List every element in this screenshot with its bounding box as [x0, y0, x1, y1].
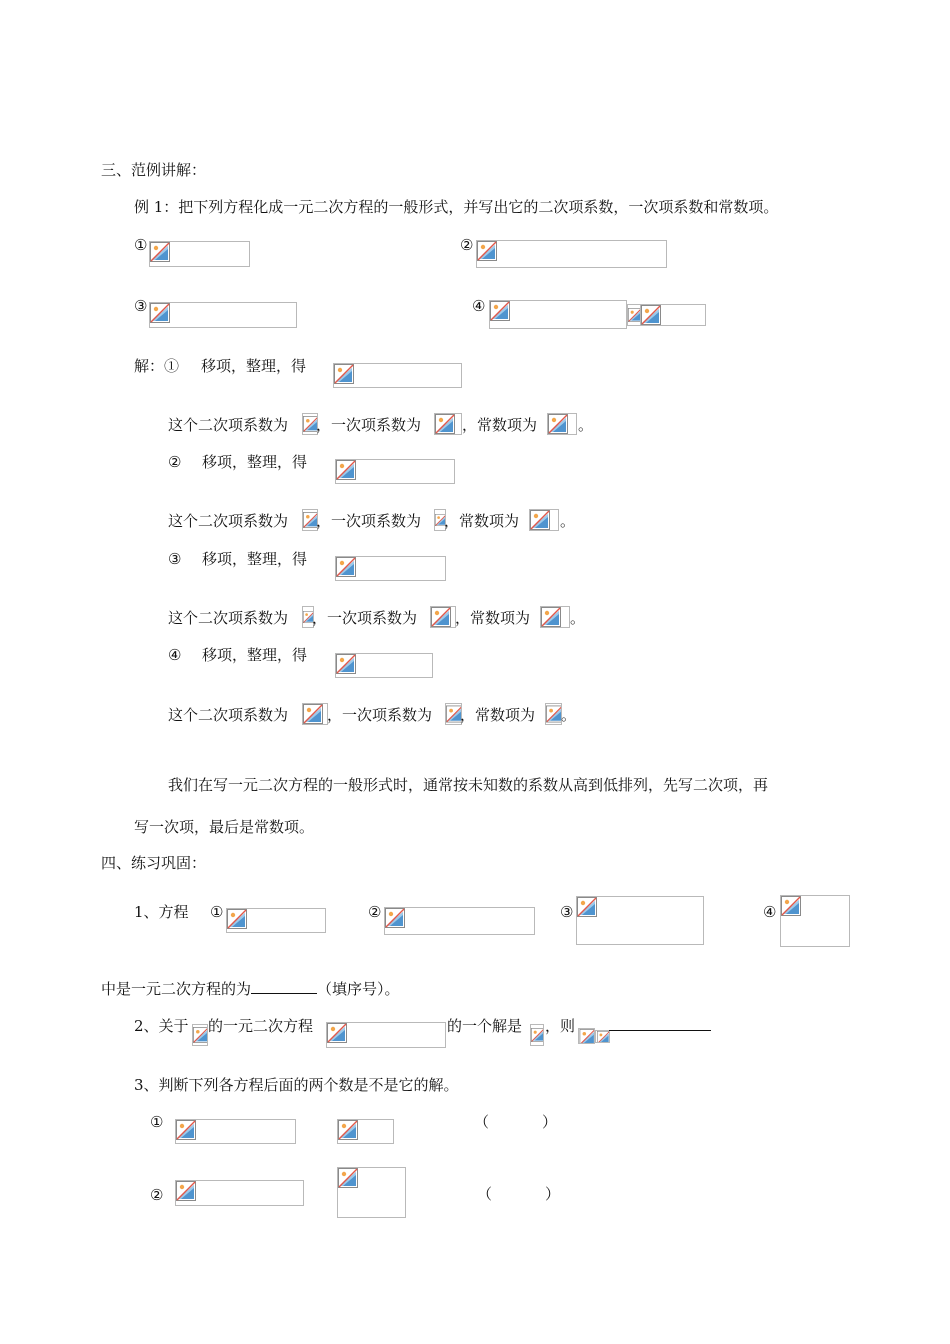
- marker-1: ①: [134, 236, 148, 254]
- equation-4-condition-image: [640, 304, 706, 326]
- broken-image-icon: [477, 241, 497, 261]
- coef-line-4-const: ，常数项为: [460, 706, 536, 724]
- broken-image-icon: [431, 607, 451, 627]
- broken-image-icon: [641, 305, 661, 325]
- broken-image-icon: [227, 909, 247, 929]
- broken-image-icon: [435, 414, 455, 434]
- coef-line-2-const: ，常数项为: [444, 512, 520, 530]
- q1-answer-line: [101, 978, 400, 999]
- broken-image-icon: [336, 654, 356, 674]
- example-1-statement: 例 1：把下列方程化成一元二次方程的一般形式，并写出它的二次项系数，一次项系数和常数项。: [134, 198, 779, 216]
- broken-image-icon: [193, 1025, 208, 1045]
- coef-line-4-period: 。: [561, 706, 577, 724]
- broken-image-icon: [327, 1023, 347, 1043]
- broken-image-icon: [490, 301, 510, 321]
- q3-values-1-image: [337, 1119, 394, 1144]
- q2-part-4: ，则: [545, 1017, 576, 1035]
- q3-marker-2: ②: [150, 1186, 164, 1204]
- q3-equation-1-image: [175, 1119, 296, 1144]
- q1-equation-1-image: [226, 908, 326, 933]
- coef-line-3-const: ，常数项为: [455, 609, 531, 627]
- coef-1-lin-image: [434, 413, 462, 435]
- coef-line-2-lin: ，一次项系数为: [316, 512, 422, 530]
- broken-image-icon: [548, 414, 568, 434]
- broken-image-icon: [577, 897, 597, 917]
- broken-image-icon: [336, 460, 356, 480]
- broken-image-icon: [334, 364, 354, 384]
- equation-1-image: [149, 241, 250, 267]
- broken-image-icon: [596, 1031, 610, 1043]
- coef-line-2-period: 。: [560, 512, 576, 530]
- marker-step-3: ③: [168, 550, 182, 568]
- section-3-heading: 三、范例讲解：: [101, 161, 207, 179]
- note-line-2: 写一次项，最后是常数项。: [134, 818, 315, 836]
- q3-text: 3、判断下列各方程后面的两个数是不是它的解。: [134, 1076, 459, 1094]
- broken-image-icon: [546, 704, 562, 724]
- q2-answer-blank[interactable]: [609, 1030, 711, 1031]
- q1-suffix: 中是一元二次方程的为: [101, 980, 252, 998]
- broken-image-icon: [303, 704, 323, 724]
- equation-4-symbol-image: [627, 304, 641, 326]
- coef-line-1-period: 。: [578, 416, 594, 434]
- marker-step-2: ②: [168, 453, 182, 471]
- broken-image-icon: [541, 607, 561, 627]
- broken-image-icon: [336, 557, 356, 577]
- q3-answer-2-open: （: [477, 1185, 493, 1203]
- coef-line-3-lin: ，一次项系数为: [312, 609, 418, 627]
- broken-image-icon: [530, 510, 550, 530]
- coef-3-lin-image: [430, 606, 456, 628]
- step-4-text: 移项，整理，得: [202, 646, 308, 664]
- q1-equation-3-image: [576, 896, 704, 945]
- equation-2-image: [476, 240, 667, 268]
- broken-image-icon: [385, 908, 405, 928]
- coef-line-4-quad: 这个二次项系数为: [168, 706, 289, 724]
- solution-1-equation-image: [333, 363, 462, 388]
- step-3-text: 移项，整理，得: [202, 550, 308, 568]
- q3-answer-1-slot[interactable]: [494, 1110, 542, 1132]
- q2-part-3: 的一个解是: [447, 1017, 523, 1035]
- step-1-text: 移项，整理，得: [201, 357, 307, 375]
- coef-4-quad-image: [302, 703, 328, 725]
- coef-line-4-lin: ，一次项系数为: [327, 706, 433, 724]
- marker-4: ④: [472, 297, 486, 315]
- coef-line-2-quad: 这个二次项系数为: [168, 512, 289, 530]
- q1-equation-2-image: [384, 907, 535, 935]
- q1-hint: （填序号）。: [317, 980, 400, 998]
- q2-equation-image: [326, 1022, 446, 1048]
- broken-image-icon: [150, 303, 170, 323]
- coef-line-1-const: ，常数项为: [462, 416, 538, 434]
- coef-line-3-quad: 这个二次项系数为: [168, 609, 289, 627]
- coef-line-3-period: 。: [570, 609, 586, 627]
- q3-answer-2-close: ）: [545, 1185, 561, 1203]
- q3-answer-1-close: ）: [542, 1113, 558, 1131]
- marker-2: ②: [460, 236, 474, 254]
- q1-prefix: 1、方程: [134, 903, 189, 921]
- coef-4-const-image: [545, 703, 562, 725]
- q1-equation-4-image: [780, 895, 850, 947]
- equation-4-image: [489, 300, 627, 329]
- broken-image-icon: [781, 896, 801, 916]
- q1-marker-1: ①: [210, 903, 224, 921]
- broken-image-icon: [531, 1025, 544, 1045]
- broken-image-icon: [338, 1168, 358, 1188]
- q3-answer-2-slot[interactable]: [497, 1182, 545, 1204]
- solution-2-equation-image: [335, 459, 455, 484]
- broken-image-icon: [579, 1029, 595, 1044]
- coef-line-1-lin: ，一次项系数为: [316, 416, 422, 434]
- q1-marker-3: ③: [560, 903, 574, 921]
- broken-image-icon: [176, 1120, 196, 1140]
- coef-3-const-image: [540, 606, 570, 628]
- q3-marker-1: ①: [150, 1113, 164, 1131]
- q2-expression-image-a: [578, 1028, 595, 1044]
- step-2-text: 移项，整理，得: [202, 453, 308, 471]
- solution-3-equation-image: [335, 556, 446, 581]
- equation-3-image: [149, 302, 297, 328]
- broken-image-icon: [176, 1181, 196, 1201]
- broken-image-icon: [150, 242, 170, 262]
- coef-line-1-quad: 这个二次项系数为: [168, 416, 289, 434]
- q3-values-2-image: [337, 1167, 406, 1218]
- q1-answer-blank[interactable]: [251, 978, 317, 994]
- q2-expression-image-b: [595, 1030, 610, 1043]
- solution-label: 解：①: [134, 357, 180, 375]
- q2-variable-image: [192, 1024, 208, 1046]
- q2-solution-image: [530, 1024, 544, 1046]
- note-line-1: 我们在写一元二次方程的一般形式时，通常按未知数的系数从高到低排列，先写二次项，再: [168, 776, 769, 794]
- q1-marker-2: ②: [368, 903, 382, 921]
- solution-4-equation-image: [335, 653, 433, 678]
- coef-2-const-image: [529, 509, 559, 531]
- marker-3: ③: [134, 297, 148, 315]
- q1-marker-4: ④: [763, 903, 777, 921]
- q3-answer-1-open: （: [474, 1113, 490, 1131]
- marker-step-4: ④: [168, 646, 182, 664]
- coef-1-const-image: [547, 413, 577, 435]
- q2-part-1: 2、关于: [134, 1017, 189, 1035]
- broken-image-icon: [338, 1120, 358, 1140]
- q2-part-2: 的一元二次方程: [208, 1017, 314, 1035]
- section-4-heading: 四、练习巩固：: [101, 854, 207, 872]
- q3-equation-2-image: [175, 1180, 304, 1206]
